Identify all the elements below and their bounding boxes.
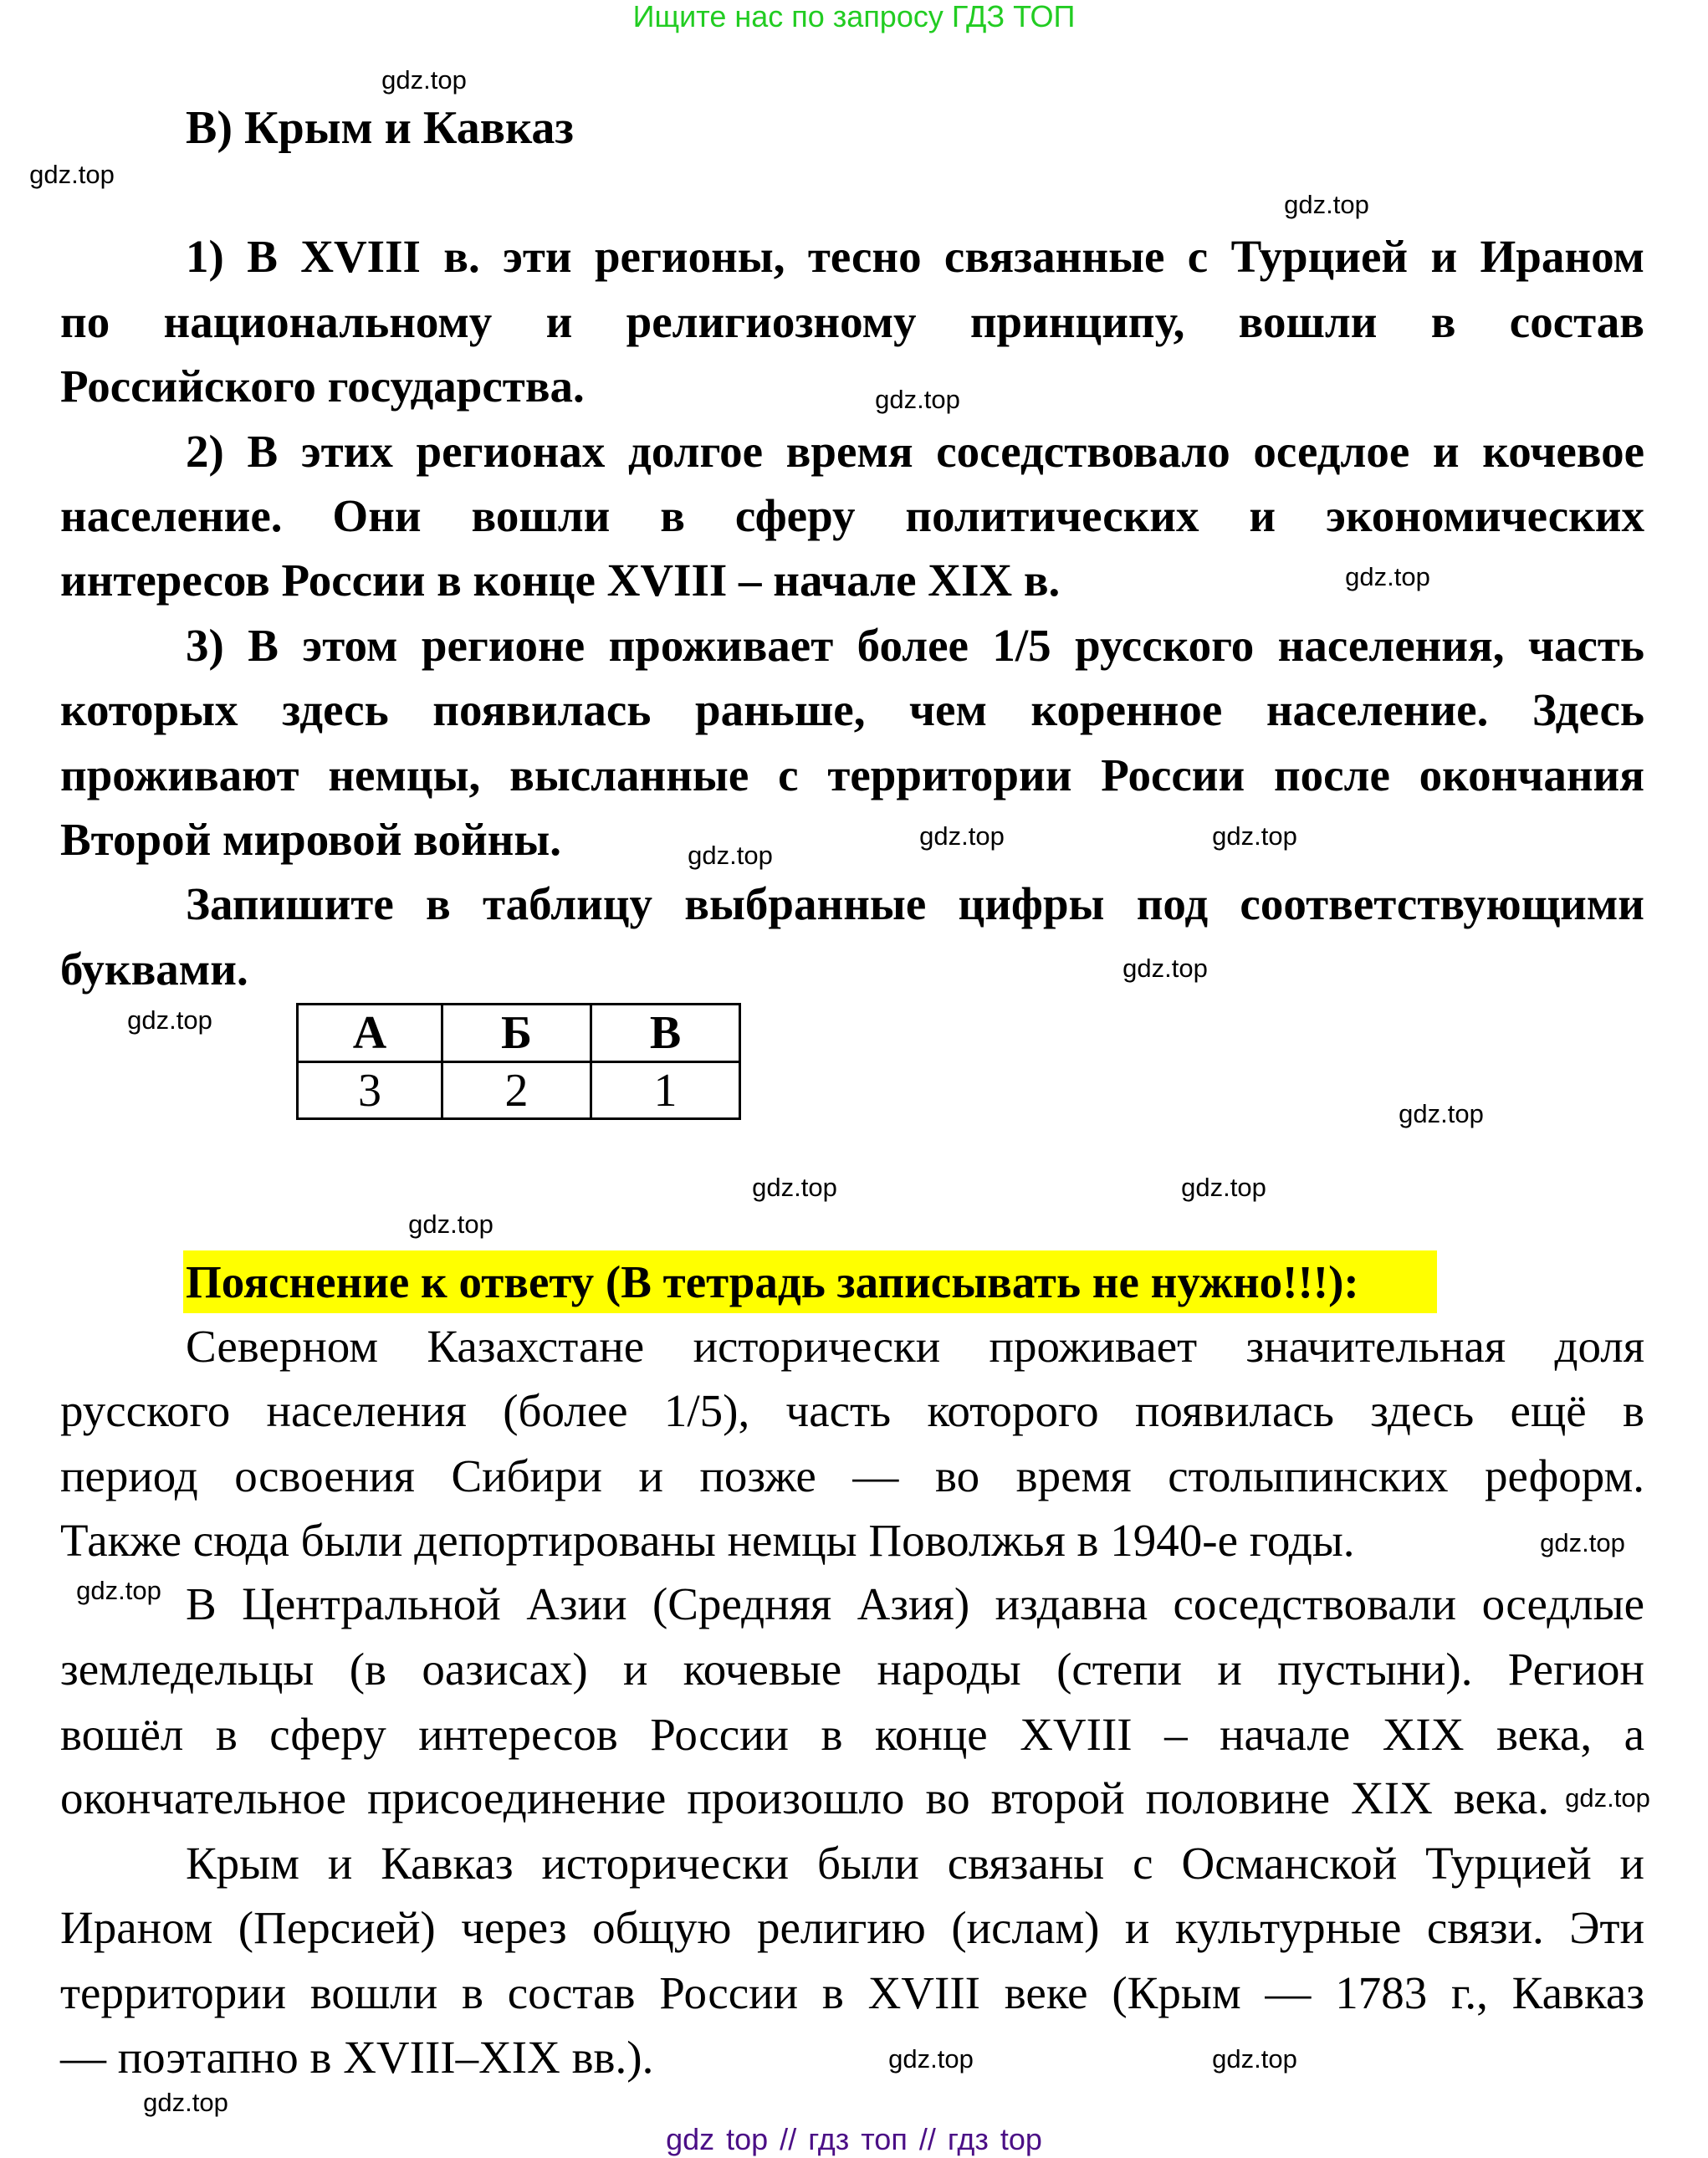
- watermark: gdz.top: [1212, 821, 1297, 851]
- watermark: gdz.top: [127, 1005, 212, 1035]
- watermark: gdz.top: [381, 65, 467, 95]
- explanation-2-line: вошёл в сферу интересов России в конце XVIII – начале XIX века, а: [60, 1709, 1644, 1760]
- explanation-3-line: Ираном (Персией) через общую религию (ислам) и культурные связи. Эти: [60, 1902, 1644, 1953]
- watermark: gdz.top: [688, 841, 773, 870]
- instruction-line: буквами.: [60, 943, 248, 995]
- explanation-3-line: — поэтапно в XVIII–XIX вв.).: [60, 2032, 654, 2083]
- watermark: gdz.top: [752, 1173, 837, 1202]
- task-3-line: которых здесь появилась раньше, чем коренное население. Здесь: [60, 684, 1644, 735]
- watermark: gdz.top: [1181, 1173, 1266, 1202]
- answer-table-header-row: [298, 1005, 740, 1062]
- explanation-2-line: окончательное присоединение произошло во второй половине XIX века.: [60, 1772, 1549, 1823]
- explanation-3-line: территории вошли в состав России в XVIII веке (Крым — 1783 г., Кавказ: [60, 1967, 1644, 2018]
- section-title: В) Крым и Кавказ: [186, 102, 574, 154]
- answer-value-b: 2: [442, 1062, 591, 1119]
- task-3-line: 3) В этом регионе проживает более 1/5 русского населения, часть: [186, 620, 1644, 671]
- search-hint-banner: Ищите нас по запросу ГДЗ ТОП: [632, 0, 1076, 33]
- task-1-line: по национальному и религиозному принципу, вошли в состав: [60, 296, 1644, 347]
- footer-links: gdz top // гдз топ // гдз top: [666, 2122, 1042, 2156]
- explanation-1-line: русского населения (более 1/5), часть которого появилась здесь ещё в: [60, 1385, 1644, 1436]
- answer-header-a: А: [298, 1005, 442, 1062]
- instruction-line: Запишите в таблицу выбранные цифры под соответствующими: [186, 878, 1644, 929]
- answer-header-b: Б: [442, 1005, 591, 1062]
- watermark: gdz.top: [76, 1576, 161, 1605]
- task-1-line: Российского государства.: [60, 361, 585, 412]
- explanation-1-line: Также сюда были депортированы немцы Поволжья в 1940-е годы.: [60, 1515, 1355, 1566]
- explanation-1-line: период освоения Сибири и позже — во время столыпинских реформ.: [60, 1450, 1644, 1501]
- answer-header-v: В: [591, 1005, 740, 1062]
- explanation-3-line: Крым и Кавказ исторически были связаны с Османской Турцией и: [186, 1838, 1644, 1889]
- task-2-line: 2) В этих регионах долгое время соседствовало оседлое и кочевое: [186, 426, 1644, 477]
- watermark: gdz.top: [29, 160, 115, 189]
- answer-value-v: 1: [591, 1062, 740, 1119]
- explanation-heading: Пояснение к ответу (В тетрадь записывать не нужно!!!):: [186, 1256, 1359, 1307]
- watermark: gdz.top: [408, 1209, 493, 1239]
- explanation-2-line: земледельцы (в оазисах) и кочевые народы (степи и пустыни). Регион: [60, 1644, 1644, 1695]
- task-2-line: население. Они вошли в сферу политических и экономических: [60, 490, 1644, 541]
- watermark: gdz.top: [1565, 1783, 1650, 1813]
- watermark: gdz.top: [875, 385, 960, 414]
- watermark: gdz.top: [1284, 190, 1369, 219]
- explanation-2-line: В Центральной Азии (Средняя Азия) издавна соседствовали оседлые: [186, 1578, 1644, 1629]
- task-3-line: Второй мировой войны.: [60, 814, 562, 865]
- watermark: gdz.top: [1399, 1099, 1484, 1128]
- watermark: gdz.top: [143, 2088, 228, 2117]
- explanation-1-line: Северном Казахстане исторически проживает значительная доля: [186, 1321, 1644, 1372]
- watermark: gdz.top: [919, 821, 1005, 851]
- answer-table: [296, 1003, 741, 1120]
- watermark: gdz.top: [888, 2044, 974, 2074]
- task-2-line: интересов России в конце XVIII – начале XIX в.: [60, 555, 1061, 606]
- answer-value-a: 3: [298, 1062, 442, 1119]
- task-1-line: 1) В XVIII в. эти регионы, тесно связанные с Турцией и Ираном: [186, 231, 1644, 282]
- watermark: gdz.top: [1212, 2044, 1297, 2074]
- watermark: gdz.top: [1540, 1528, 1625, 1557]
- watermark: gdz.top: [1345, 562, 1430, 591]
- task-3-line: проживают немцы, высланные с территории России после окончания: [60, 749, 1644, 800]
- watermark: gdz.top: [1122, 954, 1208, 983]
- answer-table-value-row: [298, 1062, 740, 1119]
